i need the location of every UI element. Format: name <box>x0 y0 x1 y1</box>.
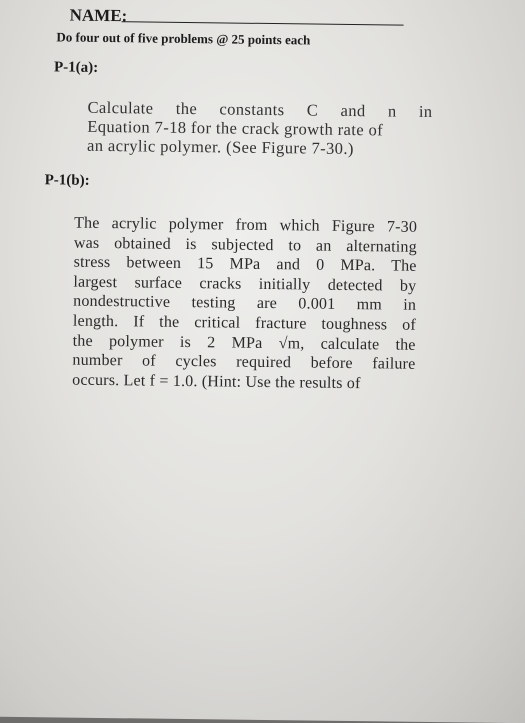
text-line: number of cycles required before failure <box>72 351 416 373</box>
text-line: The acrylic polymer from which Figure 7-30 <box>74 214 418 236</box>
name-underline <box>122 21 404 25</box>
instructions: Do four out of five problems @ 25 points each <box>56 29 311 48</box>
text-line: an acrylic polymer. (See Figure 7-30.) <box>86 135 354 159</box>
problem-1a-label: P-1(a): <box>53 59 99 76</box>
text-line: was obtained is subjected to an alternating <box>73 234 417 256</box>
text-line: largest surface cracks initially detected by <box>73 273 417 295</box>
text-line: the polymer is 2 MPa √m, calculate the <box>72 332 416 354</box>
problem-1a-text <box>87 98 433 159</box>
problem-1b-text <box>72 214 417 395</box>
text-line: occurs. Let f = 1.0. (Hint: Use the results of <box>72 371 361 392</box>
name-label: NAME: <box>69 5 128 26</box>
text-line: Equation 7-18 for the crack growth rate of <box>87 116 384 140</box>
text-line: nondestructive testing are 0.001 mm in <box>73 292 417 315</box>
problem-1b-label: P-1(b): <box>44 172 90 189</box>
text-line: length. If the critical fracture toughness of <box>72 312 417 334</box>
text-line: Calculate the constants C and n in <box>87 97 433 121</box>
text-line: stress between 15 MPa and 0 MPa. The <box>73 253 417 275</box>
